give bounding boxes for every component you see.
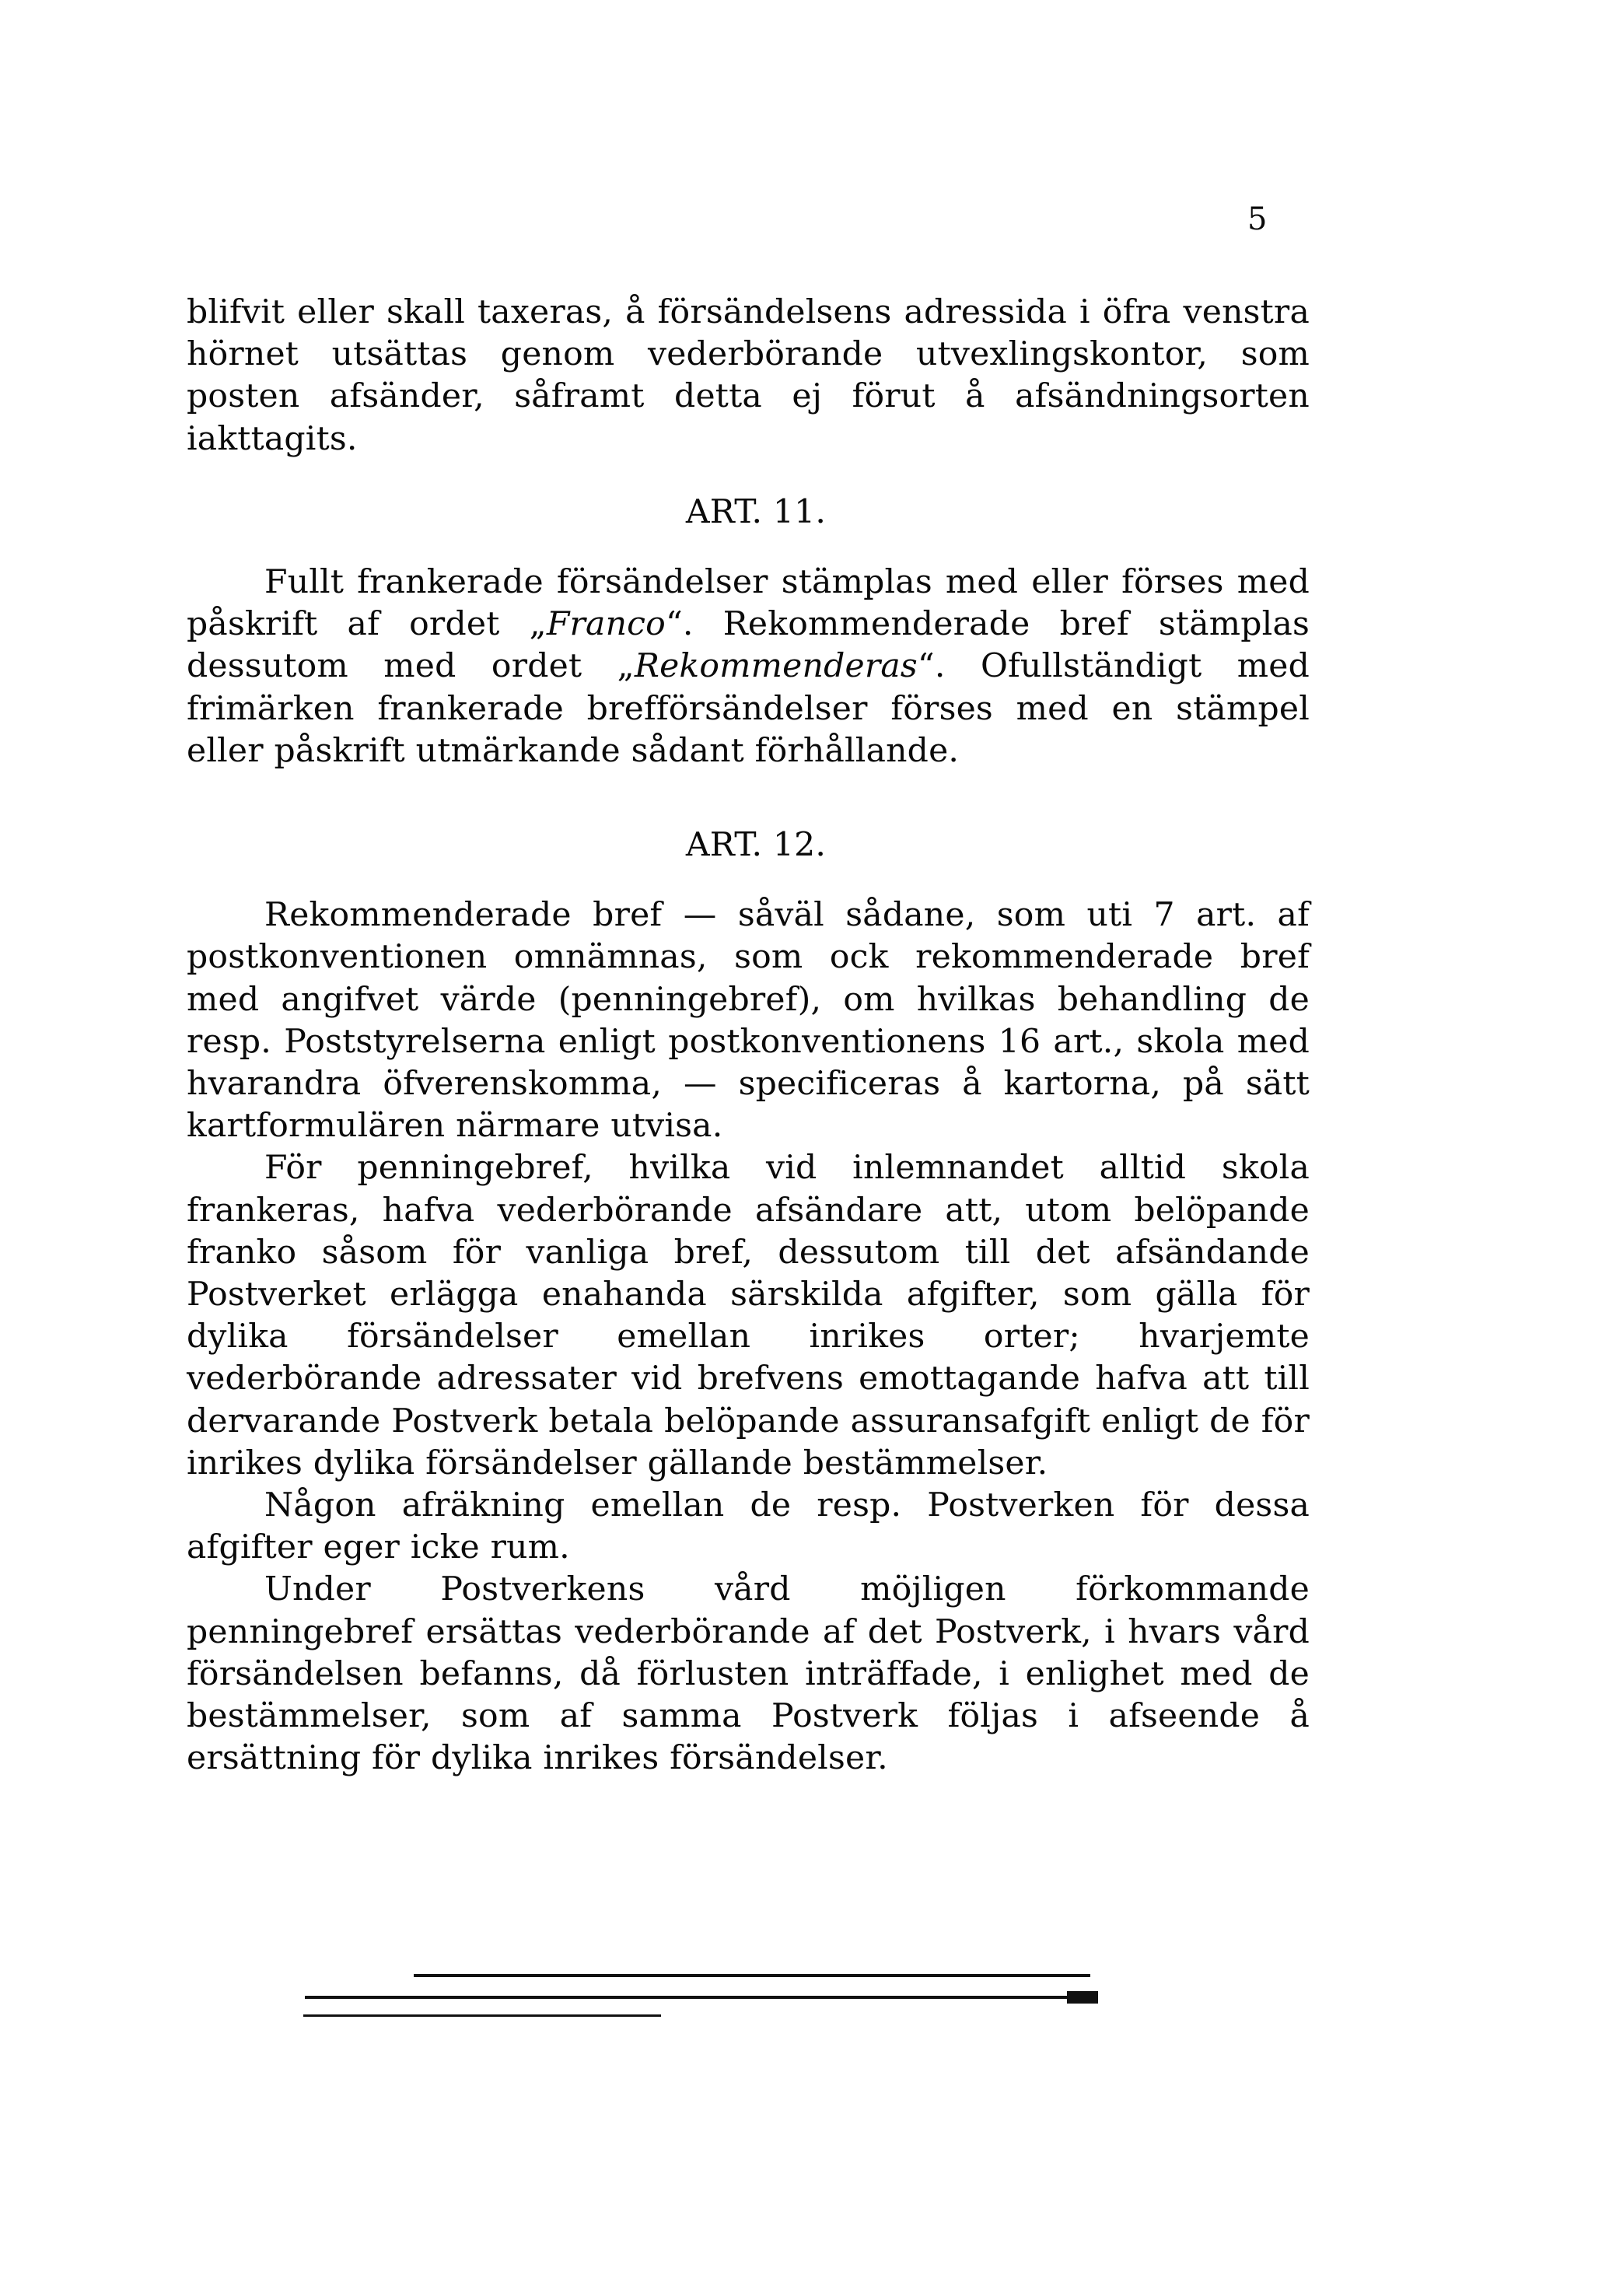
page-number: 5	[1247, 201, 1268, 237]
art-12-paragraph-4: Under Postverkens vård möjligen förkommande penningebref ersättas vederbörande af det Postverk, i hvars vård försändelsen befanns, då förlusten inträffade, i enlighet med de bestämmelser, som af samma Postverk följas i afseende å ersättning för dylika inrikes försändelser.	[187, 1570, 1310, 1778]
art-11-paragraph	[187, 562, 1310, 772]
closing-rule-top	[414, 1974, 1090, 1977]
art-11-text-b: “. Rekommenderade bref stämplas dessutom med ordet „	[187, 605, 1310, 686]
closing-rule-segment	[305, 1996, 1093, 1999]
text-column	[187, 292, 1310, 1780]
intro-paragraph: blifvit eller skall taxeras, å försändelsens adressida i öfra venstra hörnet utsättas genom vederbörande utvexlingskontor, som posten afsänder, såframt detta ej förut å afsändningsorten iakttagits.	[187, 293, 1310, 458]
rekommenderas-term: Rekommenderas	[634, 647, 918, 686]
art-11-text-c: “. Ofullständigt med frimärken frankerade brefförsändelser förses med en stämpel eller påskrift utmärkande sådant förhållande.	[187, 647, 1310, 770]
art-12-heading: ART. 12.	[685, 826, 827, 865]
art-12-paragraph-2: För penningebref, hvilka vid inlemnandet alltid skola frankeras, hafva vederbörande afsändare att, utom belöpande franko såsom för vanliga bref, dessutom till det afsändande Postverket erlägga enahanda särskilda afgifter, som gälla för dylika försändelser emellan inrikes orter; hvarjemte vederbörande adressater vid brefvens emottagande hafva att till dervarande Postverk betala belöpande assuransafgift enligt de för inrikes dylika försändelser gällande bestämmelser.	[187, 1149, 1310, 1482]
closing-rule-bottom	[303, 2014, 661, 2017]
art-12-paragraph-1: Rekommenderade bref — såväl sådane, som uti 7 art. af postkonventionen omnämnas, som ock rekommenderade bref med angifvet värde (penningebref), om hvilkas behandling de resp. Poststyrelserna enligt postkonventionens 16 art., skola med hvarandra öfverenskomma, — specificeras å kartorna, på sätt kartformulären närmare utvisa.	[187, 896, 1310, 1146]
closing-rule-end-mark	[1067, 1991, 1098, 2004]
art-11-text-a: Fullt frankerade försändelser stämplas med eller förses med påskrift af ordet „	[187, 563, 1310, 644]
art-12-paragraph-3: Någon afräkning emellan de resp. Postverken för dessa afgifter eger icke rum.	[187, 1486, 1310, 1567]
art-11-heading: ART. 11.	[685, 492, 827, 531]
franco-term: Franco	[546, 605, 666, 644]
